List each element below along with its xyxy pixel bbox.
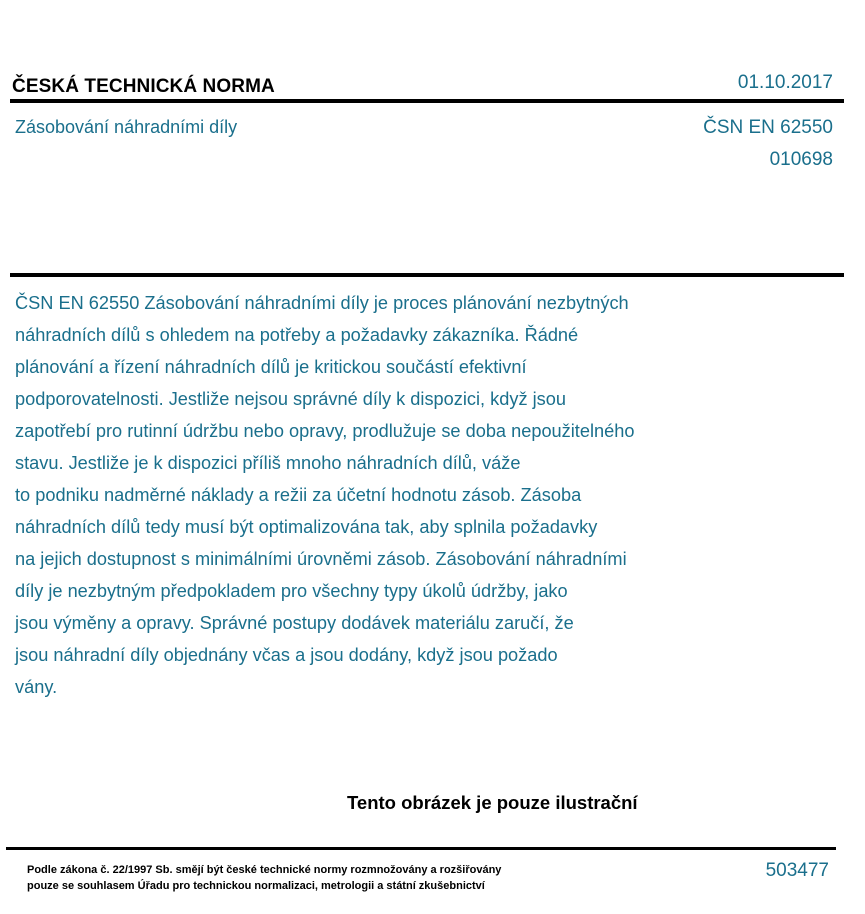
issue-date: 01.10.2017 [737, 72, 833, 93]
abstract-line: náhradních dílů s ohledem na potřeby a požadavky zákazníka. Řádné [15, 325, 579, 345]
legal-notice [27, 862, 501, 894]
abstract-line: ČSN EN 62550 Zásobování náhradními díly je proces plánování nezbytných [15, 293, 629, 313]
abstract-line: plánování a řízení náhradních dílů je kritickou součástí efektivní [15, 357, 527, 377]
legal-line-2: pouze se souhlasem Úřadu pro technickou normalizaci, metrologii a státní zkušebnictví [27, 880, 485, 892]
illustration-note: Tento obrázek je pouze ilustrační [347, 792, 638, 813]
abstract-line: náhradních dílů tedy musí být optimalizována tak, aby splnila požadavky [15, 517, 598, 537]
abstract-line: to podniku nadměrné náklady a režii za účetní hodnotu zásob. Zásoba [15, 485, 582, 505]
abstract-line: jsou výměny a opravy. Správné postupy dodávek materiálu zaručí, že [15, 613, 574, 633]
document-title: Zásobování náhradními díly [15, 117, 238, 137]
document-number: ČSN EN 62550 [703, 117, 833, 138]
abstract-line: jsou náhradní díly objednány včas a jsou dodány, když jsou požado [15, 645, 558, 665]
abstract-line: díly je nezbytným předpokladem pro všechny typy úkolů údržby, jako [15, 581, 568, 601]
standard-type-heading: ČESKÁ TECHNICKÁ NORMA [12, 76, 275, 97]
abstract-line: podporovatelnosti. Jestliže nejsou správné díly k dispozici, když jsou [15, 389, 566, 409]
section-divider [10, 273, 844, 277]
abstract-line: stavu. Jestliže je k dispozici příliš mnoho náhradních dílů, váže [15, 453, 521, 473]
header-divider [10, 99, 844, 103]
footer-divider [6, 847, 836, 850]
abstract-line: vány. [15, 677, 58, 697]
legal-line-1: Podle zákona č. 22/1997 Sb. smějí být české technické normy rozmnožovány a rozšiřovány [27, 864, 502, 876]
abstract-line: na jejich dostupnost s minimálními úrovněmi zásob. Zásobování náhradními [15, 549, 627, 569]
document-code: 010698 [769, 149, 833, 170]
page-id: 503477 [765, 860, 829, 881]
abstract-line: zapotřebí pro rutinní údržbu nebo opravy, prodlužuje se doba nepoužitelného [15, 421, 635, 441]
abstract-text [15, 287, 805, 703]
